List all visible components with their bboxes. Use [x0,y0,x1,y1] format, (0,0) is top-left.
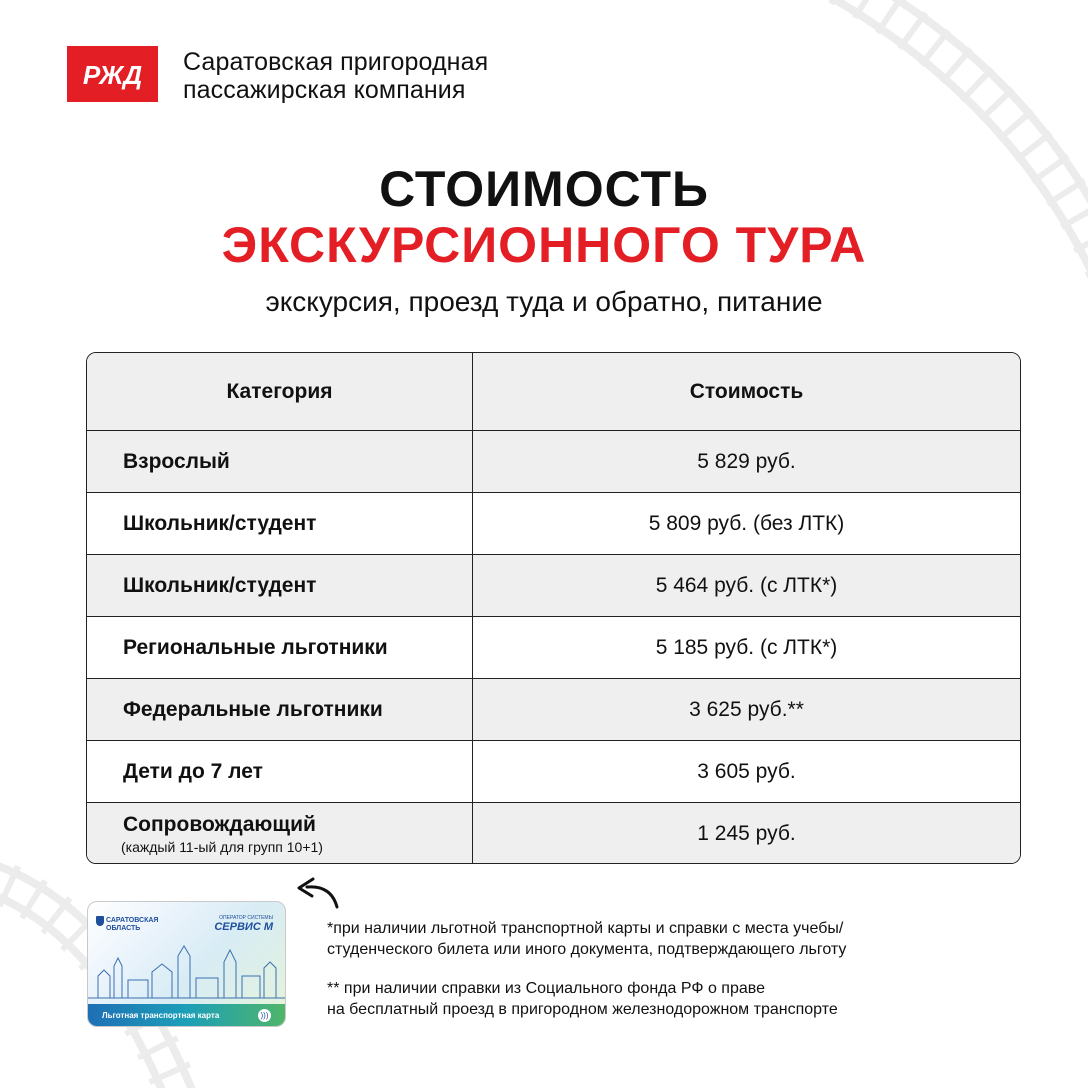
footnote-ltk [327,918,846,960]
table-row [87,616,1020,679]
category-cell: Взрослый [87,431,473,493]
table-row [87,802,1020,864]
card-band [88,1004,285,1026]
table-row [87,430,1020,493]
category-cell: Дети до 7 лет [87,741,473,803]
footnote-social-fund [327,978,838,1020]
table-row [87,554,1020,617]
price-cell: 3 605 руб. [697,760,796,783]
card-label: Льготная транспортная карта [102,1011,220,1020]
company-line-1: Саратовская пригородная [183,48,489,76]
price-cell: 5 809 руб. (без ЛТК) [648,512,845,535]
table-row [87,678,1020,741]
header-category: Категория [87,353,473,430]
region-emblem-icon [96,916,104,926]
card-region-line-2: ОБЛАСТЬ [106,925,141,932]
table-row [87,492,1020,555]
price-cell: 5 829 руб. [697,450,796,473]
price-cell: 5 185 руб. (с ЛТК*) [655,636,838,659]
logo-text: РЖД [82,60,143,90]
nfc-icon: ))) [258,1009,271,1022]
page-title-accent: ЭКСКУРСИОННОГО ТУРА [221,217,867,273]
card-region [106,917,158,933]
footnote-social-fund-line-1: ** при наличии справки из Социального фонда РФ о праве [327,980,765,997]
price-cell: 5 464 руб. (с ЛТК*) [655,574,838,597]
card-service-logo: СЕРВИС М [214,921,273,933]
price-cell: 1 245 руб. [697,821,796,845]
table-header-row [87,353,1020,430]
company-line-2: пассажирская компания [183,76,466,104]
rzd-logo [67,46,158,102]
card-region-line-1: САРАТОВСКАЯ [106,917,159,924]
page-title: СТОИМОСТЬ [379,161,709,217]
category-cell [87,803,473,864]
footnote-social-fund-line-2: на бесплатный проезд в пригородном железнодорожном транспорте [327,1001,838,1018]
city-skyline-icon [88,936,285,1000]
curved-arrow-icon [285,877,345,913]
page-subtitle: экскурсия, проезд туда и обратно, питание [265,286,823,317]
table-row [87,740,1020,803]
category-cell: Школьник/студент [87,555,473,617]
footnote-ltk-line-2: студенческого билета или иного документа, подтверждающего льготу [327,941,847,958]
header-price: Стоимость [689,379,804,403]
transport-card-image [87,901,286,1027]
category-cell: Школьник/студент [87,493,473,555]
category-label: Сопровождающий [123,812,316,836]
category-cell: Федеральные льготники [87,679,473,741]
footnote-ltk-line-1: *при наличии льготной транспортной карты и справки с места учебы/ [327,920,844,937]
category-note: (каждый 11-ый для групп 10+1) [121,838,323,855]
card-operator: ОПЕРАТОР СИСТЕМЫ [219,915,273,921]
company-name [183,48,488,104]
category-cell: Региональные льготники [87,617,473,679]
price-cell: 3 625 руб.** [689,698,804,721]
price-table [86,352,1021,864]
